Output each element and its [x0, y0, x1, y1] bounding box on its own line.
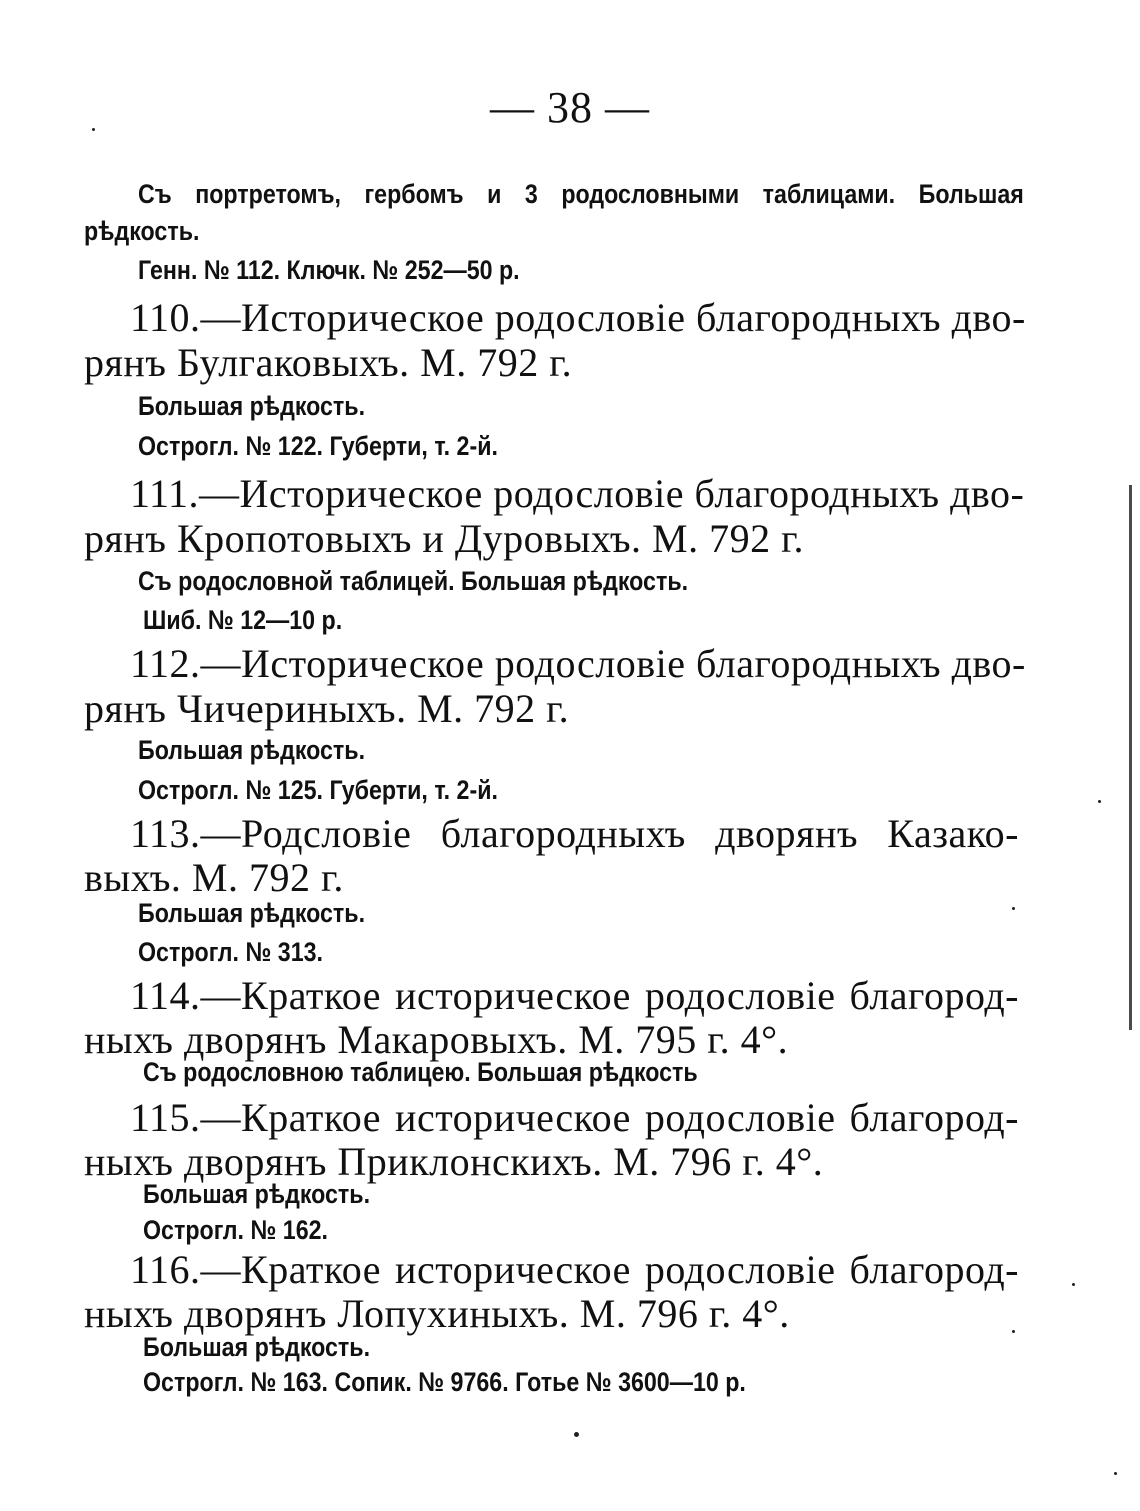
scan-speck	[92, 128, 95, 131]
scan-speck	[1098, 800, 1101, 803]
note-line: Большая рѣдкость.	[138, 898, 366, 928]
entry-title-line: 113.—Родсловіе благородныхъ дворянъ Казако-	[130, 811, 1019, 856]
note-line: рѣдкость.	[84, 216, 200, 246]
entry-title-line: выхъ. М. 792 г.	[84, 855, 344, 900]
entry-title-line: ныхъ дворянъ Лопухиныхъ. М. 796 г. 4°.	[84, 1291, 790, 1336]
scan-speck	[574, 1432, 579, 1437]
entry-title-line: рянъ Кропотовыхъ и Дуровыхъ. М. 792 г.	[84, 516, 804, 561]
scan-speck	[1072, 1283, 1075, 1286]
page-number: — 38 —	[490, 83, 650, 132]
note-line: Большая рѣдкость.	[143, 1332, 371, 1362]
note-line: Большая рѣдкость.	[143, 1179, 371, 1209]
entry-title-line: ныхъ дворянъ Приклонскихъ. М. 796 г. 4°.	[84, 1139, 824, 1184]
reference-line: Шиб. № 12—10 р.	[143, 605, 343, 635]
page-edge-rule	[1129, 485, 1132, 1030]
entry-title-line: 114.—Краткое историческое родословіе благород-	[130, 973, 1019, 1018]
note-line: Съ портретомъ, гербомъ и 3 родословными таблицами. Большая	[138, 179, 1024, 209]
note-line: Большая рѣдкость.	[138, 735, 366, 765]
entry-title-line: рянъ Чичериныхъ. М. 792 г.	[84, 686, 570, 731]
scan-speck	[1012, 1330, 1015, 1333]
entry-title-line: 115.—Краткое историческое родословіе благород-	[130, 1095, 1019, 1140]
entry-title-line: 111.—Историческое родословіе благородныхъ дво-	[130, 471, 1025, 516]
entry-title-line: 116.—Краткое историческое родословіе благород-	[130, 1247, 1019, 1292]
reference-line: Острогл. № 125. Губерти, т. 2-й.	[138, 775, 498, 805]
reference-line: Острогл. № 313.	[138, 937, 323, 967]
note-line: Съ родословною таблицею. Большая рѣдкость	[143, 1057, 698, 1087]
scan-speck	[1114, 1472, 1117, 1475]
entry-title-line: ныхъ дворянъ Макаровыхъ. М. 795 г. 4°.	[84, 1017, 789, 1062]
entry-title-line: рянъ Булгаковыхъ. М. 792 г.	[84, 340, 573, 385]
scan-speck	[1012, 907, 1015, 910]
reference-line: Острогл. № 122. Губерти, т. 2-й.	[138, 431, 498, 461]
reference-line: Генн. № 112. Ключк. № 252—50 р.	[138, 255, 520, 285]
note-line: Съ родословной таблицей. Большая рѣдкость.	[138, 566, 689, 596]
entry-title-line: 112.—Историческое родословіе благородныхъ дво-	[130, 641, 1026, 686]
reference-line: Острогл. № 163. Сопик. № 9766. Готье № 3600—10 р.	[143, 1367, 746, 1397]
reference-line: Острогл. № 162.	[143, 1215, 328, 1245]
note-line: Большая рѣдкость.	[138, 391, 366, 421]
entry-title-line: 110.—Историческое родословіе благородныхъ дво-	[130, 295, 1026, 340]
